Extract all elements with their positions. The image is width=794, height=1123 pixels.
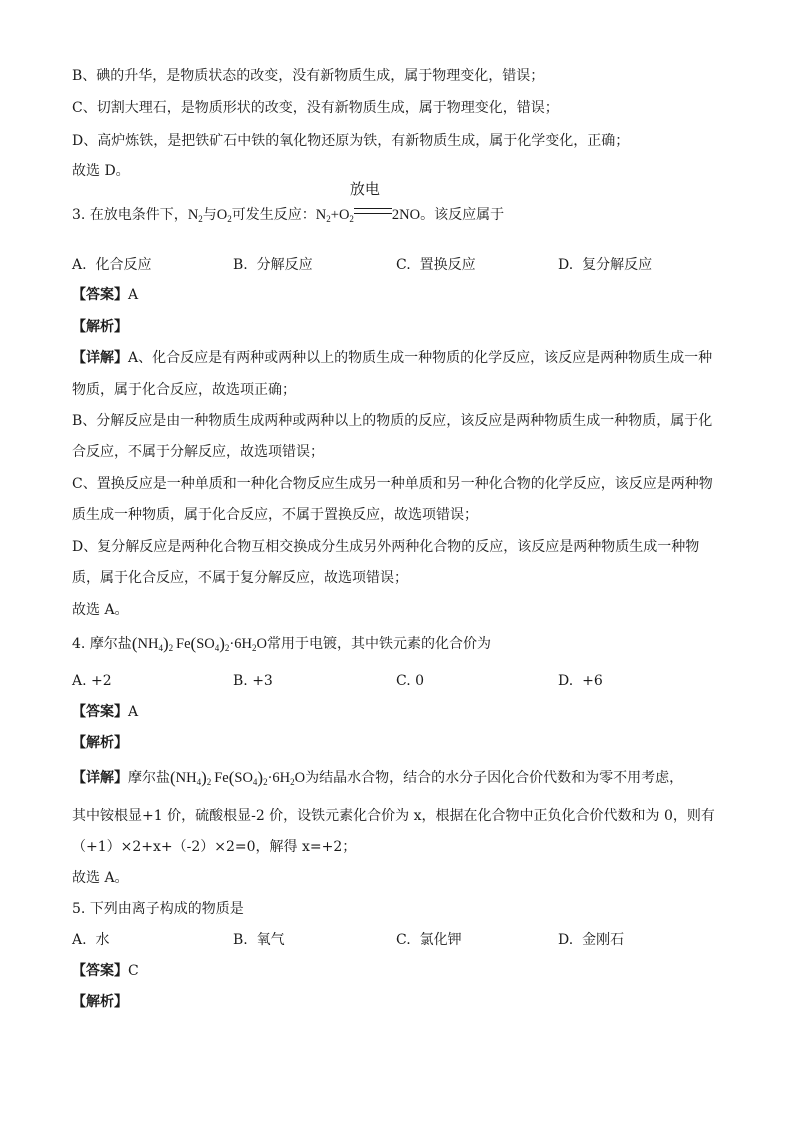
answer-line: 【答案】A	[72, 287, 139, 303]
text-line: B、碘的升华，是物质状态的改变，没有新物质生成，属于物理变化，错误；	[72, 68, 545, 84]
detail-line: （+1）×2+x+（-2）×2=0，解得 x=+2；	[72, 839, 357, 855]
text-line: C、切割大理石，是物质形状的改变，没有新物质生成，属于物理变化，错误；	[72, 100, 559, 116]
analysis-label: 【解析】	[72, 319, 128, 335]
question-3-stem: 3. 在放电条件下，$N_2$与$O_2$可发生反应：$N_2+O_2$ 放电 2NO。该反应属于	[72, 180, 505, 224]
detail-line: B、分解反应是由一种物质生成两种或两种以上的物质的反应，该反应是两种物质生成一种物质，属于化	[72, 413, 713, 429]
answer-line: 【答案】A	[72, 704, 139, 720]
option-a: A. 水	[72, 932, 110, 948]
detail-line: 质，属于化合反应，不属于复分解反应，故选项错误；	[72, 570, 408, 586]
option-d: D. 金刚石	[558, 932, 625, 948]
detail-line: 故选 A。	[72, 870, 129, 886]
question-4-stem: 4. 摩尔盐$(NH_4)_2$ $Fe(SO_4)_2\cdot 6H_2O$常用于电镀，其中铁元素的化合价为	[72, 634, 491, 653]
analysis-label: 【解析】	[72, 994, 128, 1010]
detail-line: 合反应，不属于分解反应，故选项错误；	[72, 444, 324, 460]
detail-line: 其中铵根显+1 价，硫酸根显-2 价，设铁元素化合价为 x，根据在化合物中正负化合价代数和为 0，则有	[72, 808, 715, 824]
detail-line: 【详解】A、化合反应是有两种或两种以上的物质生成一种物质的化学反应，该反应是两种物质生成一种	[72, 350, 713, 366]
question-number: 5.	[72, 901, 86, 917]
detail-line: 故选 A。	[72, 602, 129, 618]
option-b: B. +3	[233, 673, 273, 689]
option-d: D. +6	[558, 673, 603, 689]
option-c: C. 0	[396, 673, 425, 689]
formula: $O_2$	[216, 207, 232, 224]
detail-line: C、置换反应是一种单质和一种化合物反应生成另一种单质和另一种化合物的化学反应，该反应是两种物	[72, 476, 713, 492]
text-line: 故选 D。	[72, 163, 130, 179]
detail-line: 物质，属于化合反应，故选项正确；	[72, 382, 296, 398]
option-d: D. 复分解反应	[558, 257, 653, 273]
analysis-label: 【解析】	[72, 735, 128, 751]
option-b: B. 氧气	[233, 932, 285, 948]
detail-line: D、复分解反应是两种化合物互相交换成分生成另外两种化合物的反应，该反应是两种物质生成一种物	[72, 539, 700, 555]
formula: $(NH_4)_2$ $Fe(SO_4)_2\cdot 6H_2O$	[131, 634, 267, 653]
text-line: D、高炉炼铁，是把铁矿石中铁的氧化物还原为铁，有新物质生成，属于化学变化，正确；	[72, 133, 630, 149]
answer-line: 【答案】C	[72, 963, 139, 979]
reaction-equation: $N_2+O_2$	[315, 207, 354, 224]
question-number: 3.	[72, 207, 86, 223]
option-a: A. 化合反应	[72, 257, 152, 273]
option-b: B. 分解反应	[233, 257, 313, 273]
question-5-stem: 5. 下列由离子构成的物质是	[72, 901, 244, 917]
option-a: A. +2	[72, 673, 112, 689]
formula: $(NH_4)_2$ $Fe(SO_4)_2\cdot 6H_2O$	[170, 768, 306, 787]
option-c: C. 氯化钾	[396, 932, 462, 948]
detail-line: 【详解】摩尔盐$(NH_4)_2$ $Fe(SO_4)_2\cdot 6H_2O$为结晶水合物，结合的水分子因化合价代数和为零不用考虑，	[72, 768, 684, 787]
reaction-condition-arrow: 放电	[354, 205, 392, 219]
question-number: 4.	[72, 636, 86, 652]
detail-line: 质生成一种物质，属于化合反应，不属于置换反应，故选项错误；	[72, 507, 478, 523]
formula: $N_2$	[187, 207, 203, 224]
option-c: C. 置换反应	[396, 257, 476, 273]
